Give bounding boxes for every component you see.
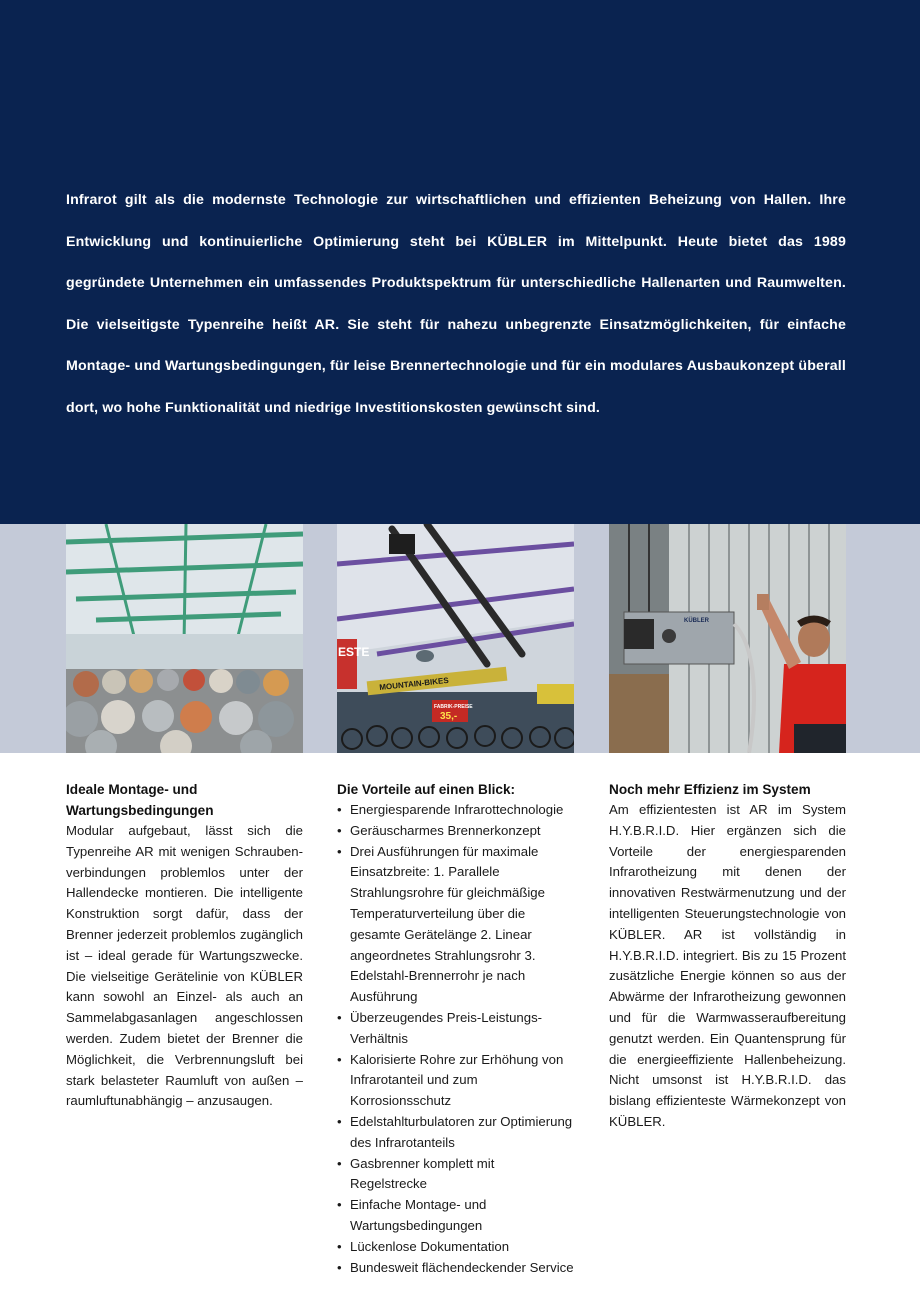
list-item: • Überzeugendes Preis-Leistungs-Verhältnis (337, 1008, 574, 1050)
list-item: • Geräuscharmes Brennerkonzept (337, 821, 574, 842)
col3-body: Am effizientesten ist AR im System H.Y.B.R.I.D. Hier ergänzen sich die Vorteile der energiesparenden Infrarotheizung mit denen der innovativen Restwärmenutzung und der intelligenten Steuerungstechnologie von KÜBLER. AR ist vollständig in H.Y.B.R.I.D. integriert. Bis zu 15 Prozent zusätzliche Energie können so aus der Abwärme der Infrarotheizung gewonnen und für die Warmwasseraufbereitung genutzt werden. Ein Quantensprung für die energieeffiziente Hallenbeheizung. Nicht umsonst ist H.Y.B.R.I.D. das bislang effizienteste Wärmekonzept von KÜBLER. (609, 802, 846, 1129)
column-montage (66, 779, 303, 1112)
col1-heading (66, 779, 303, 821)
vorteile-list (337, 800, 574, 1278)
photo-bike-store-heaters (337, 524, 574, 753)
col1-heading-line2: Wartungsbedingungen (66, 803, 214, 818)
intro-paragraph: Infrarot gilt als die modernste Technologie zur wirtschaftlichen und effizienten Beheizung von Hallen. Ihre Entwicklung und kontinuierliche Optimierung steht bei KÜBLER im Mittelpunkt. Heute bietet das 1989 gegründete Unternehmen ein umfassendes Produktspektrum für unterschiedliche Hallenarten und Raumwelten. Die vielseitigste Typenreihe heißt AR. Sie steht für nahezu unbegrenzte Einsatzmöglichkeiten, für einfache Montage- und Wartungsbedingungen, für leise Brennertechnologie und für ein modulares Ausbaukonzept überall dort, wo hohe Funktionalität und niedrige Investitionskosten gewünscht sind. (66, 192, 846, 416)
list-item: • Gasbrenner komplett mit Regelstrecke (337, 1154, 574, 1196)
price-text: 35,- (440, 711, 458, 722)
column-effizienz (609, 779, 846, 1133)
col3-heading: Noch mehr Effizienz im System (609, 782, 811, 797)
list-item: • Lückenlose Dokumentation (337, 1237, 574, 1258)
col1-heading-line1: Ideale Montage- und (66, 782, 198, 797)
device-label-text: KÜBLER (684, 618, 709, 624)
col1-body: Modular aufgebaut, lässt sich die Typenreihe AR mit wenigen Schrauben-verbindungen problemlos unter der Hallendecke montieren. Die intelligente Konstruktion sorgt dafür, dass der Brenner jederzeit problemlos zugänglich ist – ideal gerade für Wartungszwecke. Die vielseitige Gerätelinie von KÜBLER kann sowohl an Einzel- als auch an Sammelabgasanlagen angeschlossen werden. Zudem bietet der Brenner die Möglichkeit, die Verbrennungsluft bei stark belasteter Raumluft von außen – raumluftunabhängig – anzusaugen. (66, 823, 303, 1109)
col2-heading: Die Vorteile auf einen Blick: (337, 782, 516, 797)
photo-worker-mounting (609, 524, 846, 753)
list-item: • Einfache Montage- und Wartungsbedingungen (337, 1195, 574, 1237)
column-vorteile (337, 779, 574, 1278)
list-item: • Bundesweit flächendeckender Service (337, 1258, 574, 1279)
photo-warehouse-coils (66, 524, 303, 753)
list-item: • Edelstahlturbulatoren zur Optimierung des Infrarotanteils (337, 1112, 574, 1154)
sign-bottom-text: MOUNTAIN-BIKES (378, 675, 450, 693)
list-item: • Kalorisierte Rohre zur Erhöhung von Infrarotanteil und zum Korrosionsschutz (337, 1050, 574, 1112)
list-item: • Drei Ausführungen für maximale Einsatzbreite: 1. Parallele Strahlungsrohre für gleichmäßige Temperaturverteilung über die gesamte Gerätelänge 2. Linear angeordnetes Strahlungsrohr 3. Edelstahl-Brennerrohr je nach Ausführung (337, 842, 574, 1008)
list-item: • Energiesparende Infrarottechnologie (337, 800, 574, 821)
price-label-text: FABRIK-PREISE (434, 704, 473, 710)
sign-left-text: ESTE (338, 645, 370, 659)
hero-panel (0, 0, 920, 524)
